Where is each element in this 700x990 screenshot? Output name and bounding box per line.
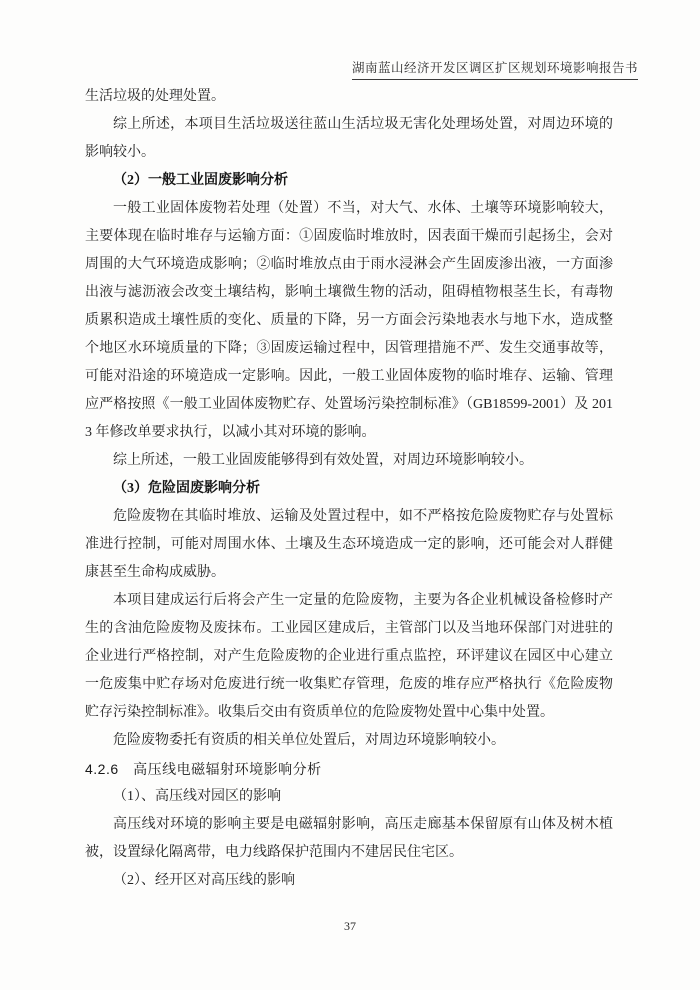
document-body [85,83,613,895]
paragraph: 综上所述，本项目生活垃圾送往蓝山生活垃圾无害化处理场处置，对周边环境的影响较小。 [85,117,613,160]
paragraph: 危险废物在其临时堆放、运输及处置过程中，如不严格按危险废物贮存与处置标准进行控制，可能对周围水体、土壤及生态环境造成一定的影响，还可能会对人群健康甚至生命构成威胁。 [85,509,613,580]
bold-heading: （3）危险固废影响分析 [113,481,260,496]
page-number: 37 [344,919,356,933]
paragraph: 一般工业固体废物若处理（处置）不当，对大气、水体、土壤等环境影响较大，主要体现在临时堆存与运输方面：①固废临时堆放时，因表面干燥而引起扬尘，会对周围的大气环境造成影响；②临时堆放点由于雨水浸淋会产生固废渗出液，一方面渗出液与滤沥液会改变土壤结构，影响土壤微生物的活动，阻碍植物根茎生长，有毒物质累积造成土壤性质的变化、质量的下降，另一方面会污染地表水与地下水，造成整个地区水环境质量的下降；③固废运输过程中，因管理措施不严、发生交通事故等，可能对沿途的环境造成一定影响。因此，一般工业固体废物的临时堆存、运输、管理应严格按照《一般工业固体废物贮存、处置场污染控制标准》（GB18599-2001）及 2013 年修改单要求执行，以减小其对环境的影响。 [85,201,613,440]
page-header [85,58,638,80]
section-heading: 4.2.6 高压线电磁辐射环境影响分析 [85,761,322,777]
paragraph: 综上所述，一般工业固废能够得到有效处置，对周边环境影响较小。 [113,453,533,468]
bold-heading: （2）一般工业固废影响分析 [113,173,288,188]
page-footer [0,917,700,935]
sub-heading: （1）、高压线对园区的影响 [113,789,281,804]
report-title-header: 湖南蓝山经济开发区调区扩区规划环境影响报告书 [352,58,638,80]
paragraph: 生活垃圾的处理处置。 [85,89,225,104]
paragraph: 高压线对环境的影响主要是电磁辐射影响，高压走廊基本保留原有山体及树木植被，设置绿化隔离带，电力线路保护范围内不建居民住宅区。 [85,817,613,860]
paragraph: 本项目建成运行后将会产生一定量的危险废物，主要为各企业机械设备检修时产生的含油危险废物及废抹布。工业园区建成后，主管部门以及当地环保部门对进驻的企业进行严格控制，对产生危险废物的企业进行重点监控，环评建议在园区中心建立一危废集中贮存场对危废进行统一收集贮存管理，危废的堆存应严格执行《危险废物贮存污染控制标准》。收集后交由有资质单位的危险废物处置中心集中处置。 [85,593,613,720]
sub-heading: （2）、经开区对高压线的影响 [113,873,295,888]
paragraph: 危险废物委托有资质的相关单位处置后，对周边环境影响较小。 [113,733,505,748]
